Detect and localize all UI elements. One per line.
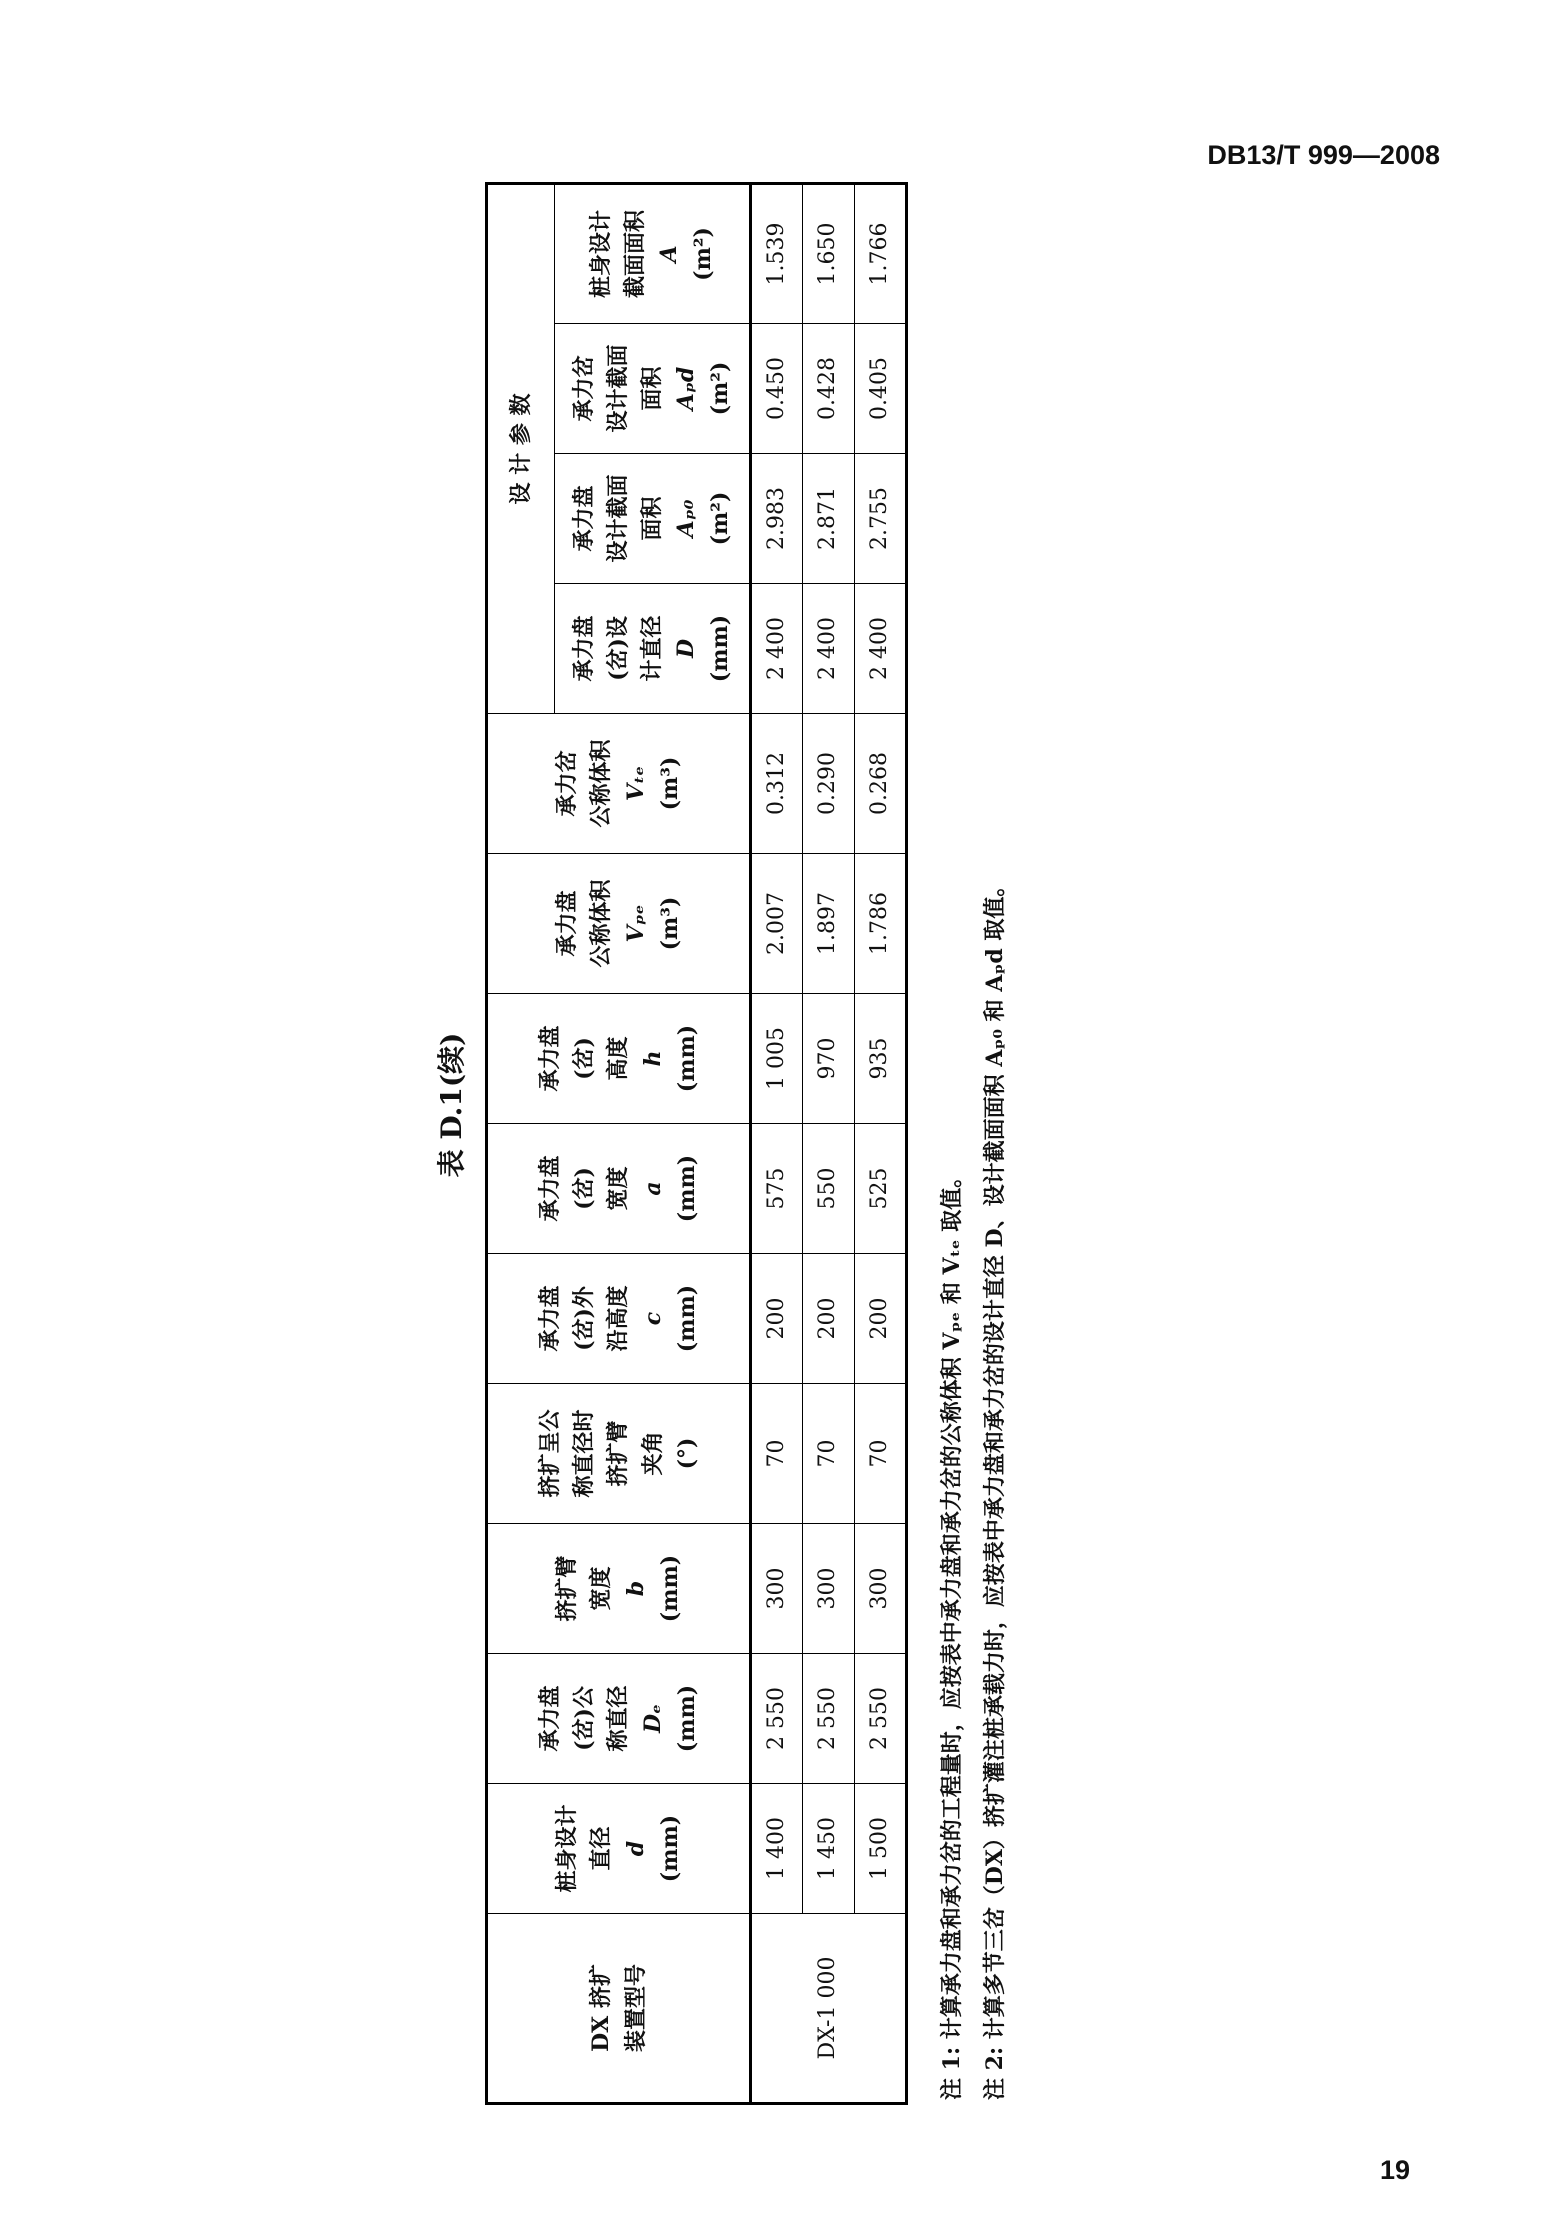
table-cell: 1.786 [855,854,907,994]
header-cell-height: 承力盘 (岔) 高度 h (mm) [487,994,751,1124]
table-cell: 0.450 [751,324,803,454]
table-cell: 525 [855,1124,907,1254]
header-cell-edge-height: 承力盘 (岔)外 沿高度 c (mm) [487,1254,751,1384]
page-number: 19 [1379,2155,1410,2185]
table-cell: 2.983 [751,454,803,584]
spec-table [485,182,908,2105]
header-cell-disc-area: 承力盘 设计截面 面积 Aₚ₀ (m²) [555,454,751,584]
table-cell: 2.007 [751,854,803,994]
model-cell: DX-1 000 [751,1914,907,2104]
table-cell: 935 [855,994,907,1124]
table-cell: 0.268 [855,714,907,854]
table-cell: 200 [751,1254,803,1384]
table-cell: 0.405 [855,324,907,454]
table-cell: 550 [803,1124,855,1254]
table-cell: 0.290 [803,714,855,854]
header-cell-pile-diameter: 桩身设计 直径 d (mm) [487,1784,751,1914]
table-cell: 200 [803,1254,855,1384]
table-cell: 2 400 [751,584,803,714]
table-cell: 0.312 [751,714,803,854]
table-cell: 1 500 [855,1784,907,1914]
table-caption: 表 D.1(续) [435,1032,468,1178]
header-cell-disc-volume: 承力盘 公称体积 Vₚₑ (m³) [487,854,751,994]
table-row [803,183,855,2103]
notes [935,200,1021,2100]
table-cell: 575 [751,1124,803,1254]
rotated-table-block [420,40,1320,2170]
table-cell: 2 550 [803,1654,855,1784]
table-cell: 2 550 [855,1654,907,1784]
table-cell: 1 450 [803,1784,855,1914]
table-cell: 70 [803,1384,855,1524]
table-cell: 1 005 [751,994,803,1124]
table-row [855,183,907,2103]
table-cell: 2 400 [855,584,907,714]
header-cell-width: 承力盘 (岔) 宽度 a (mm) [487,1124,751,1254]
header-cell-arm-width: 挤扩臂 宽度 b (mm) [487,1524,751,1654]
table-row [751,183,803,2103]
header-cell-design-diameter: 承力盘 (岔)设 计直径 D (mm) [555,584,751,714]
table-cell: 200 [855,1254,907,1384]
header-group-design-params: 设 计 参 数 [487,183,555,713]
table-cell: 70 [855,1384,907,1524]
table-cell: 0.428 [803,324,855,454]
table-cell: 1.539 [751,183,803,323]
header-cell-branch-volume: 承力岔 公称体积 Vₜₑ (m³) [487,714,751,854]
table-cell: 2.871 [803,454,855,584]
table-cell: 970 [803,994,855,1124]
table-cell: 2 550 [751,1654,803,1784]
header-cell-arm-angle: 挤扩呈公 称直径时 挤扩臂 夹角 (°) [487,1384,751,1524]
table-cell: 1.650 [803,183,855,323]
header-cell-pile-area: 桩身设计 截面面积 A (m²) [555,183,751,323]
table-cell: 1.897 [803,854,855,994]
header-cell-nominal-diameter: 承力盘 (岔)公 称直径 Dₑ (mm) [487,1654,751,1784]
note-2: 注 2: 计算多节三岔（DX）挤扩灌注桩承载力时，应按表中承力盘和承力岔的设计直径 D、设计截面面积 Aₚ₀ 和 Aₚd 取值。 [982,874,1008,2100]
table-cell: 300 [751,1524,803,1654]
header-cell-branch-area: 承力岔 设计截面 面积 Aₚd (m²) [555,324,751,454]
note-1: 注 1: 计算承力盘和承力岔的工程量时，应按表中承力盘和承力岔的公称体积 Vₚₑ 和 Vₜₑ 取值。 [939,1165,965,2100]
table-cell: 300 [855,1524,907,1654]
table-cell: 2 400 [803,584,855,714]
document-code: DB13/T 999—2008 [1207,140,1440,170]
table-cell: 300 [803,1524,855,1654]
header-cell-model: DX 挤扩 装置型号 [487,1914,751,2104]
table-cell: 1.766 [855,183,907,323]
table-cell: 70 [751,1384,803,1524]
table-cell: 2.755 [855,454,907,584]
table-cell: 1 400 [751,1784,803,1914]
